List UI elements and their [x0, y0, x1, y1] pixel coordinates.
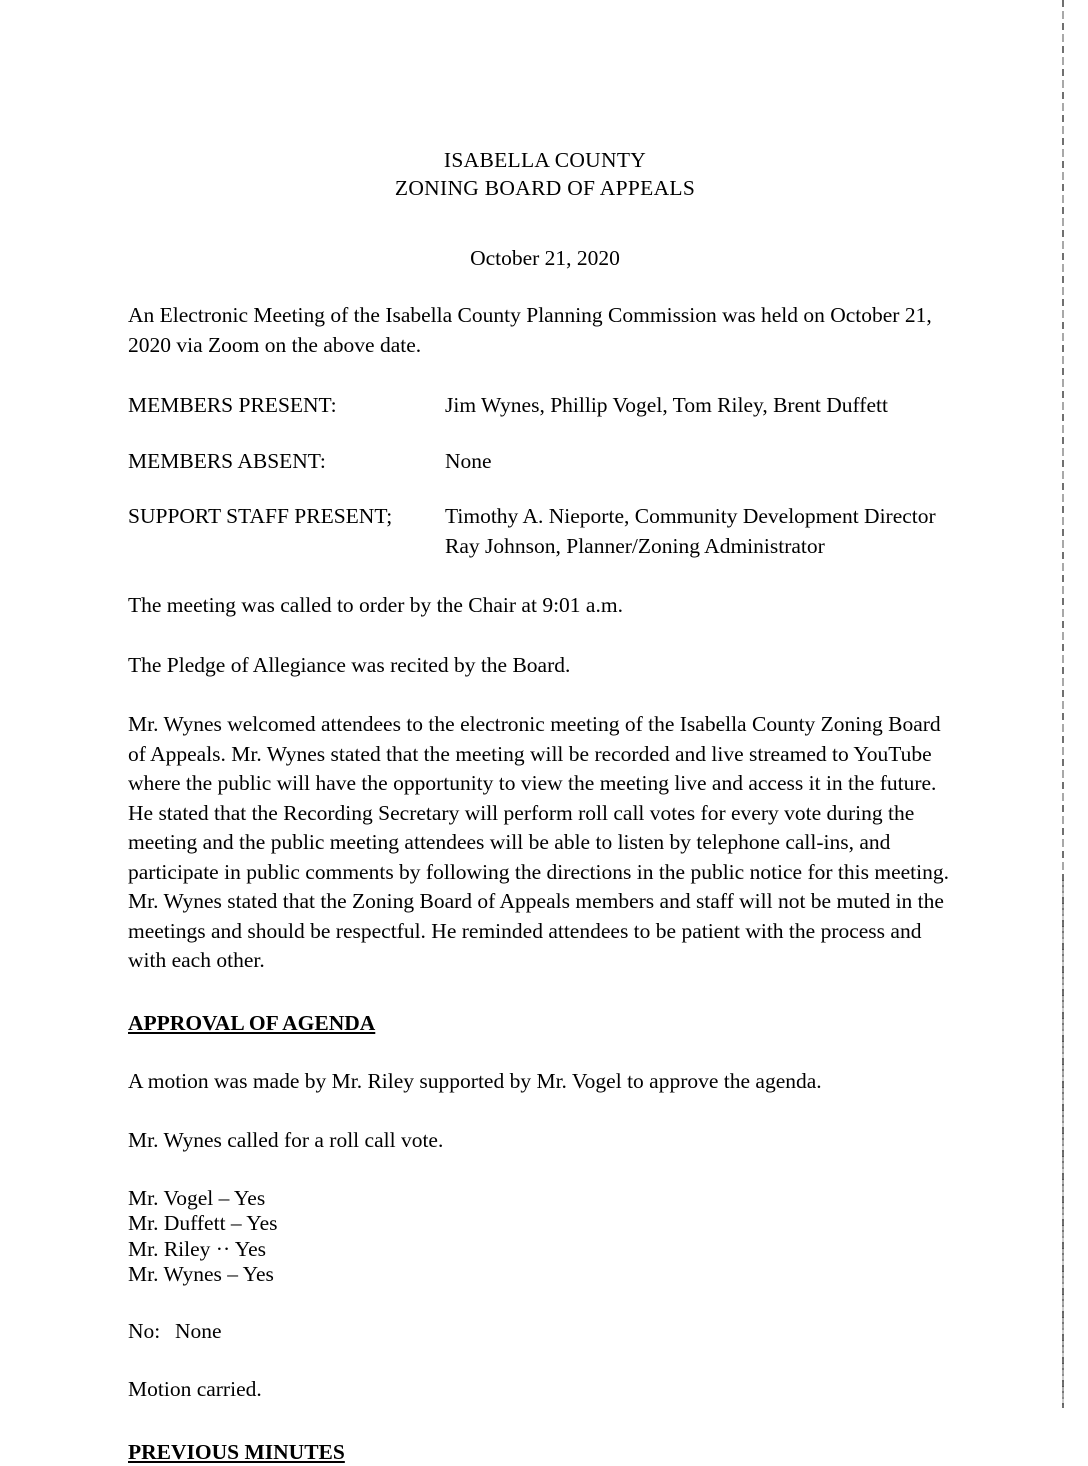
welcome-paragraph: Mr. Wynes welcomed attendees to the electronic meeting of the Isabella County Zoning Board of Appeals. Mr. Wynes stated that the meeting will be recorded and live streamed to YouTube where the public will have the opportunity to view the meeting live and access it in the future. He stated that the Recording Secretary will perform roll call votes for every vote during the meeting and the public meeting attendees will be able to listen by telephone call-ins, and participate in public comments by following the directions in the public notice for this meeting. Mr. Wynes stated that the Zoning Board of Appeals members and staff will not be muted in the meetings and should be respectful. He reminded attendees to be patient with the process and with each other.	[128, 712, 949, 972]
members-absent-value: None	[445, 448, 492, 473]
attendance-row-members-present	[128, 391, 962, 421]
agenda-motion-paragraph: A motion was made by Mr. Riley supported by Mr. Vogel to approve the agenda.	[128, 1068, 822, 1093]
scan-line-artifact-lower	[1062, 880, 1064, 1408]
members-present-values	[445, 391, 962, 421]
vote-line: Mr. Vogel – Yes	[128, 1185, 266, 1210]
previous-minutes-heading: PREVIOUS MINUTES	[128, 1439, 345, 1464]
intro-paragraph: An Electronic Meeting of the Isabella County Planning Commission was held on October 21, 2020 via Zoom on the above date.	[128, 303, 932, 357]
support-staff-value-2: Ray Johnson, Planner/Zoning Administrator	[445, 533, 825, 558]
previous-minutes-heading-wrap	[128, 1438, 962, 1466]
title-line-1: ISABELLA COUNTY	[443, 148, 647, 172]
roll-call-vote-list	[128, 1186, 962, 1288]
attendance-block	[128, 391, 962, 561]
support-staff-values	[445, 502, 962, 561]
call-to-order-paragraph: The meeting was called to order by the Chair at 9:01 a.m.	[128, 593, 623, 617]
document-content	[128, 146, 962, 1466]
page-title	[128, 146, 962, 202]
attendance-row-support-staff	[128, 502, 962, 561]
no-votes-label: No:	[128, 1318, 161, 1343]
vote-line: Mr. Duffett – Yes	[128, 1211, 278, 1235]
support-staff-value-1: Timothy A. Nieporte, Community Development Director	[445, 504, 936, 528]
pledge-paragraph: The Pledge of Allegiance was recited by the Board.	[128, 652, 571, 677]
no-votes-row	[128, 1317, 962, 1347]
approval-of-agenda-heading: APPROVAL OF AGENDA	[128, 1010, 376, 1035]
support-staff-label: SUPPORT STAFF PRESENT;	[128, 504, 393, 528]
meeting-date: October 21, 2020	[470, 246, 620, 270]
approval-of-agenda-heading-wrap	[128, 1009, 962, 1037]
title-line-2: ZONING BOARD OF APPEALS	[394, 176, 696, 200]
members-absent-label: MEMBERS ABSENT:	[128, 448, 326, 473]
members-absent-values	[445, 447, 962, 477]
no-votes-value: None	[175, 1318, 222, 1343]
motion-result: Motion carried.	[128, 1377, 262, 1401]
vote-line: Mr. Wynes – Yes	[128, 1262, 274, 1286]
members-present-label: MEMBERS PRESENT:	[128, 393, 337, 417]
members-present-value: Jim Wynes, Phillip Vogel, Tom Riley, Brent Duffett	[445, 393, 888, 417]
roll-call-request-paragraph: Mr. Wynes called for a roll call vote.	[128, 1128, 444, 1152]
attendance-row-members-absent	[128, 447, 962, 477]
scan-line-artifact	[1062, 0, 1064, 1408]
vote-line: Mr. Riley ·· Yes	[128, 1236, 266, 1261]
